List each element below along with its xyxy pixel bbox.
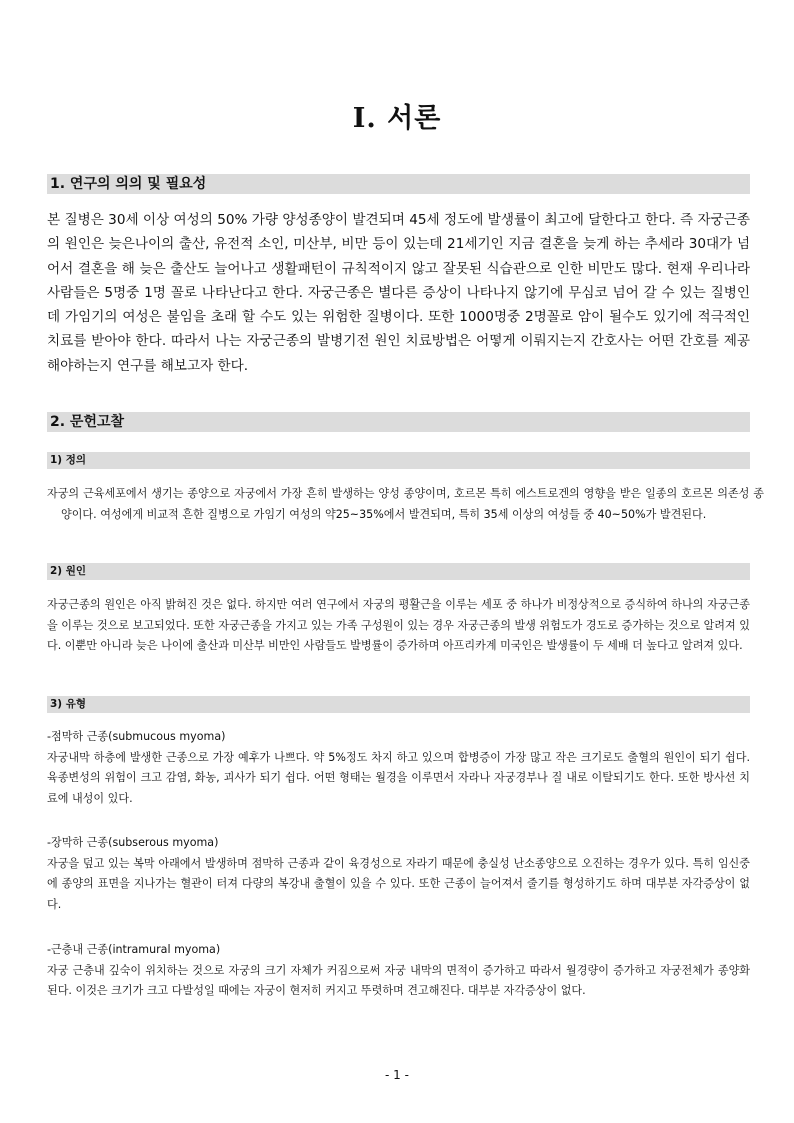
type-block-intramural <box>47 940 750 1002</box>
type-name: -점막하 근종(submucous myoma) <box>47 730 226 743</box>
section-2-heading: 2. 문헌고찰 <box>47 412 750 432</box>
type-description: 자궁을 덮고 있는 복막 아래에서 발생하며 점막하 근종과 같이 육경성으로 자라기 때문에 충실성 난소종양으로 오진하는 경우가 있다. 특히 임신중에 종양의 표면을 지나가는 혈관이 터져 다량의 복강내 출혈이 있을 수 있다. 또한 근종이 늘어져서 줄기를 형성하기도 하며 대부분 자각증상이 없다. <box>47 856 750 911</box>
type-description: 자궁내막 하층에 발생한 근종으로 가장 예후가 나쁘다. 약 5%정도 차지 하고 있으며 합병증이 가장 많고 작은 크기로도 출혈의 원인이 되기 쉽다. 육종변성의 위험이 크고 감염, 화농, 괴사가 되기 쉽다. 어떤 형태는 월경을 이루면서 자라나 자궁경부나 질 내로 이탈되기도 한다. 또한 방사선 치료에 내성이 있다. <box>47 750 750 805</box>
subsection-types-heading: 3) 유형 <box>47 696 750 713</box>
type-block-submucous <box>47 727 750 809</box>
type-block-subserous <box>47 833 750 915</box>
section-1-heading: 1. 연구의 의의 및 필요성 <box>47 174 750 194</box>
type-name: -근층내 근종(intramural myoma) <box>47 943 221 956</box>
subsection-definition-body: 자궁의 근육세포에서 생기는 종양으로 자궁에서 가장 흔히 발생하는 양성 종양이며, 호르몬 특히 에스트로겐의 영향을 받은 일종의 호르몬 의존성 종양이다. 여성에게 비교적 흔한 질병으로 가임기 여성의 약25~35%에서 발견되며, 특히 35세 이상의 여성들 중 40~50%가 발견된다. <box>47 487 764 521</box>
subsection-cause-body: 자궁근종의 원인은 아직 밝혀진 것은 없다. 하지만 여러 연구에서 자궁의 평활근을 이루는 세포 중 하나가 비정상적으로 증식하여 하나의 자궁근종을 이루는 것으로 보고되었다. 또한 자궁근종을 가지고 있는 가족 구성원이 있는 경우 자궁근종의 발생 위험도가 경도로 증가하는 것으로 알려져 있다. 이뿐만 아니라 늦은 나이에 출산과 미산부 비만인 사람들도 발병률이 증가하며 아프리카계 미국인은 발생률이 두 세배 더 높다고 알려져 있다. <box>47 598 750 653</box>
page-number: - 1 - <box>385 1068 409 1082</box>
subsection-cause-heading: 2) 원인 <box>47 563 750 580</box>
section-1-body: 본 질병은 30세 이상 여성의 50% 가량 양성종양이 발견되며 45세 정도에 발생률이 최고에 달한다고 한다. 즉 자궁근종의 원인은 늦은나이의 출산, 유전적 소인, 미산부, 비만 등이 있는데 21세기인 지금 결혼을 늦게 하는 추세라 30대가 넘어서 결혼을 해 늦은 출산도 늘어나고 생활패턴이 규칙적이지 않고 잘못된 식습관으로 인한 비만도 많다. 현재 우리나라 사람들은 5명중 1명 꼴로 나타난다고 한다. 자궁근종은 별다른 증상이 나타나지 않기에 무심코 넘어 갈 수 있는 질병인데 가임기의 여성은 불임을 초래 할 수도 있는 위험한 질병이다. 또한 1000명중 2명꼴로 암이 될수도 있기에 적극적인 치료를 받아야 한다. 따라서 나는 자궁근종의 발병기전 원인 치료방법은 어떻게 이뤄지는지 간호사는 어떤 간호를 제공해야하는지 연구를 해보고자 한다. <box>47 212 750 374</box>
subsection-definition-heading: 1) 정의 <box>47 452 750 469</box>
type-name: -장막하 근종(subserous myoma) <box>47 836 219 849</box>
page-title: Ⅰ. 서론 <box>352 103 442 134</box>
type-description: 자궁 근층내 깊숙이 위치하는 것으로 자궁의 크기 자체가 커짐으로써 자궁 내막의 면적이 증가하고 따라서 월경량이 증가하고 자궁전체가 종양화 된다. 이것은 크기가 크고 다발성일 때에는 자궁이 현저히 커지고 뚜렷하며 견고해진다. 대부분 자각증상이 없다. <box>47 963 750 998</box>
